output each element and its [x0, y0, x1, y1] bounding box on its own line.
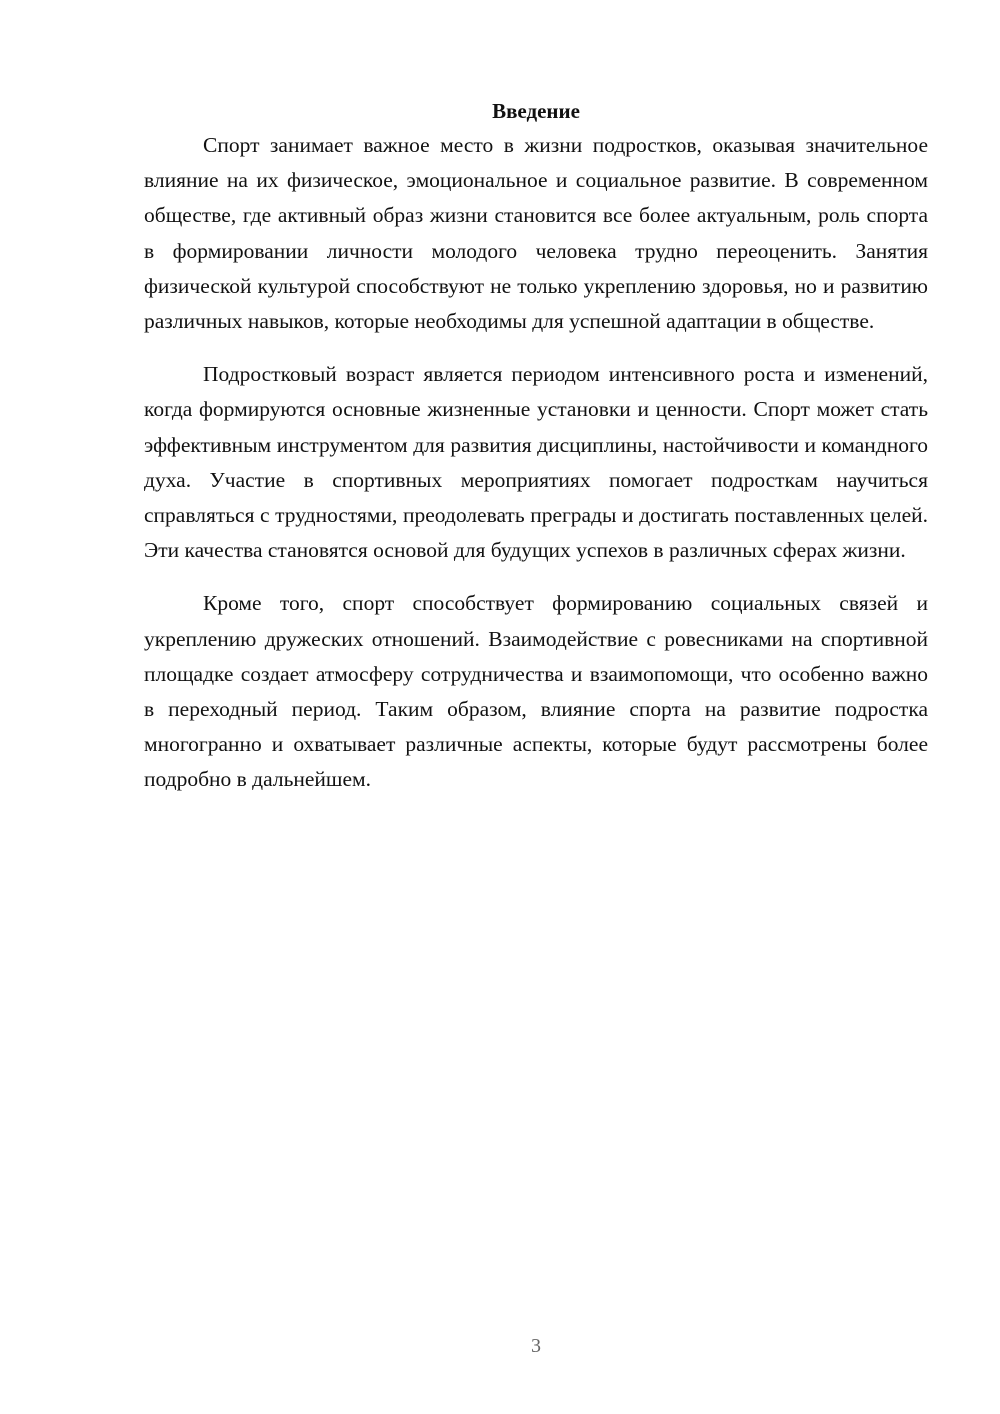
section-heading: Введение: [492, 99, 580, 123]
paragraph-3: Кроме того, спорт способствует формированию социальных связей и укреплению дружеских отношений. Взаимодействие с ровесниками на спортивной площадке создает атмосферу сотрудничества и взаимопомощи, что особенно важно в переходный период. Таким образом, влияние спорта на развитие подростка многогранно и охватывает различные аспекты, которые будут рассмотрены более подробно в дальнейшем.: [144, 591, 928, 792]
page-content: [144, 94, 928, 816]
paragraph-2: Подростковый возраст является периодом интенсивного роста и изменений, когда формируются основные жизненные установки и ценности. Спорт может стать эффективным инструментом для развития дисциплины, настойчивости и командного духа. Участие в спортивных мероприятиях помогает подросткам научиться справляться с трудностями, преодолевать преграды и достигать поставленных целей. Эти качества становятся основой для будущих успехов в различных сферах жизни.: [144, 362, 928, 563]
paragraph-1: Спорт занимает важное место в жизни подростков, оказывая значительное влияние на их физическое, эмоциональное и социальное развитие. В современном обществе, где активный образ жизни становится все более актуальным, роль спорта в формировании личности молодого человека трудно переоценить. Занятия физической культурой способствуют не только укреплению здоровья, но и развитию различных навыков, которые необходимы для успешной адаптации в обществе.: [144, 133, 928, 334]
page-number: 3: [531, 1335, 541, 1357]
page-number-footer: [0, 1332, 1000, 1360]
